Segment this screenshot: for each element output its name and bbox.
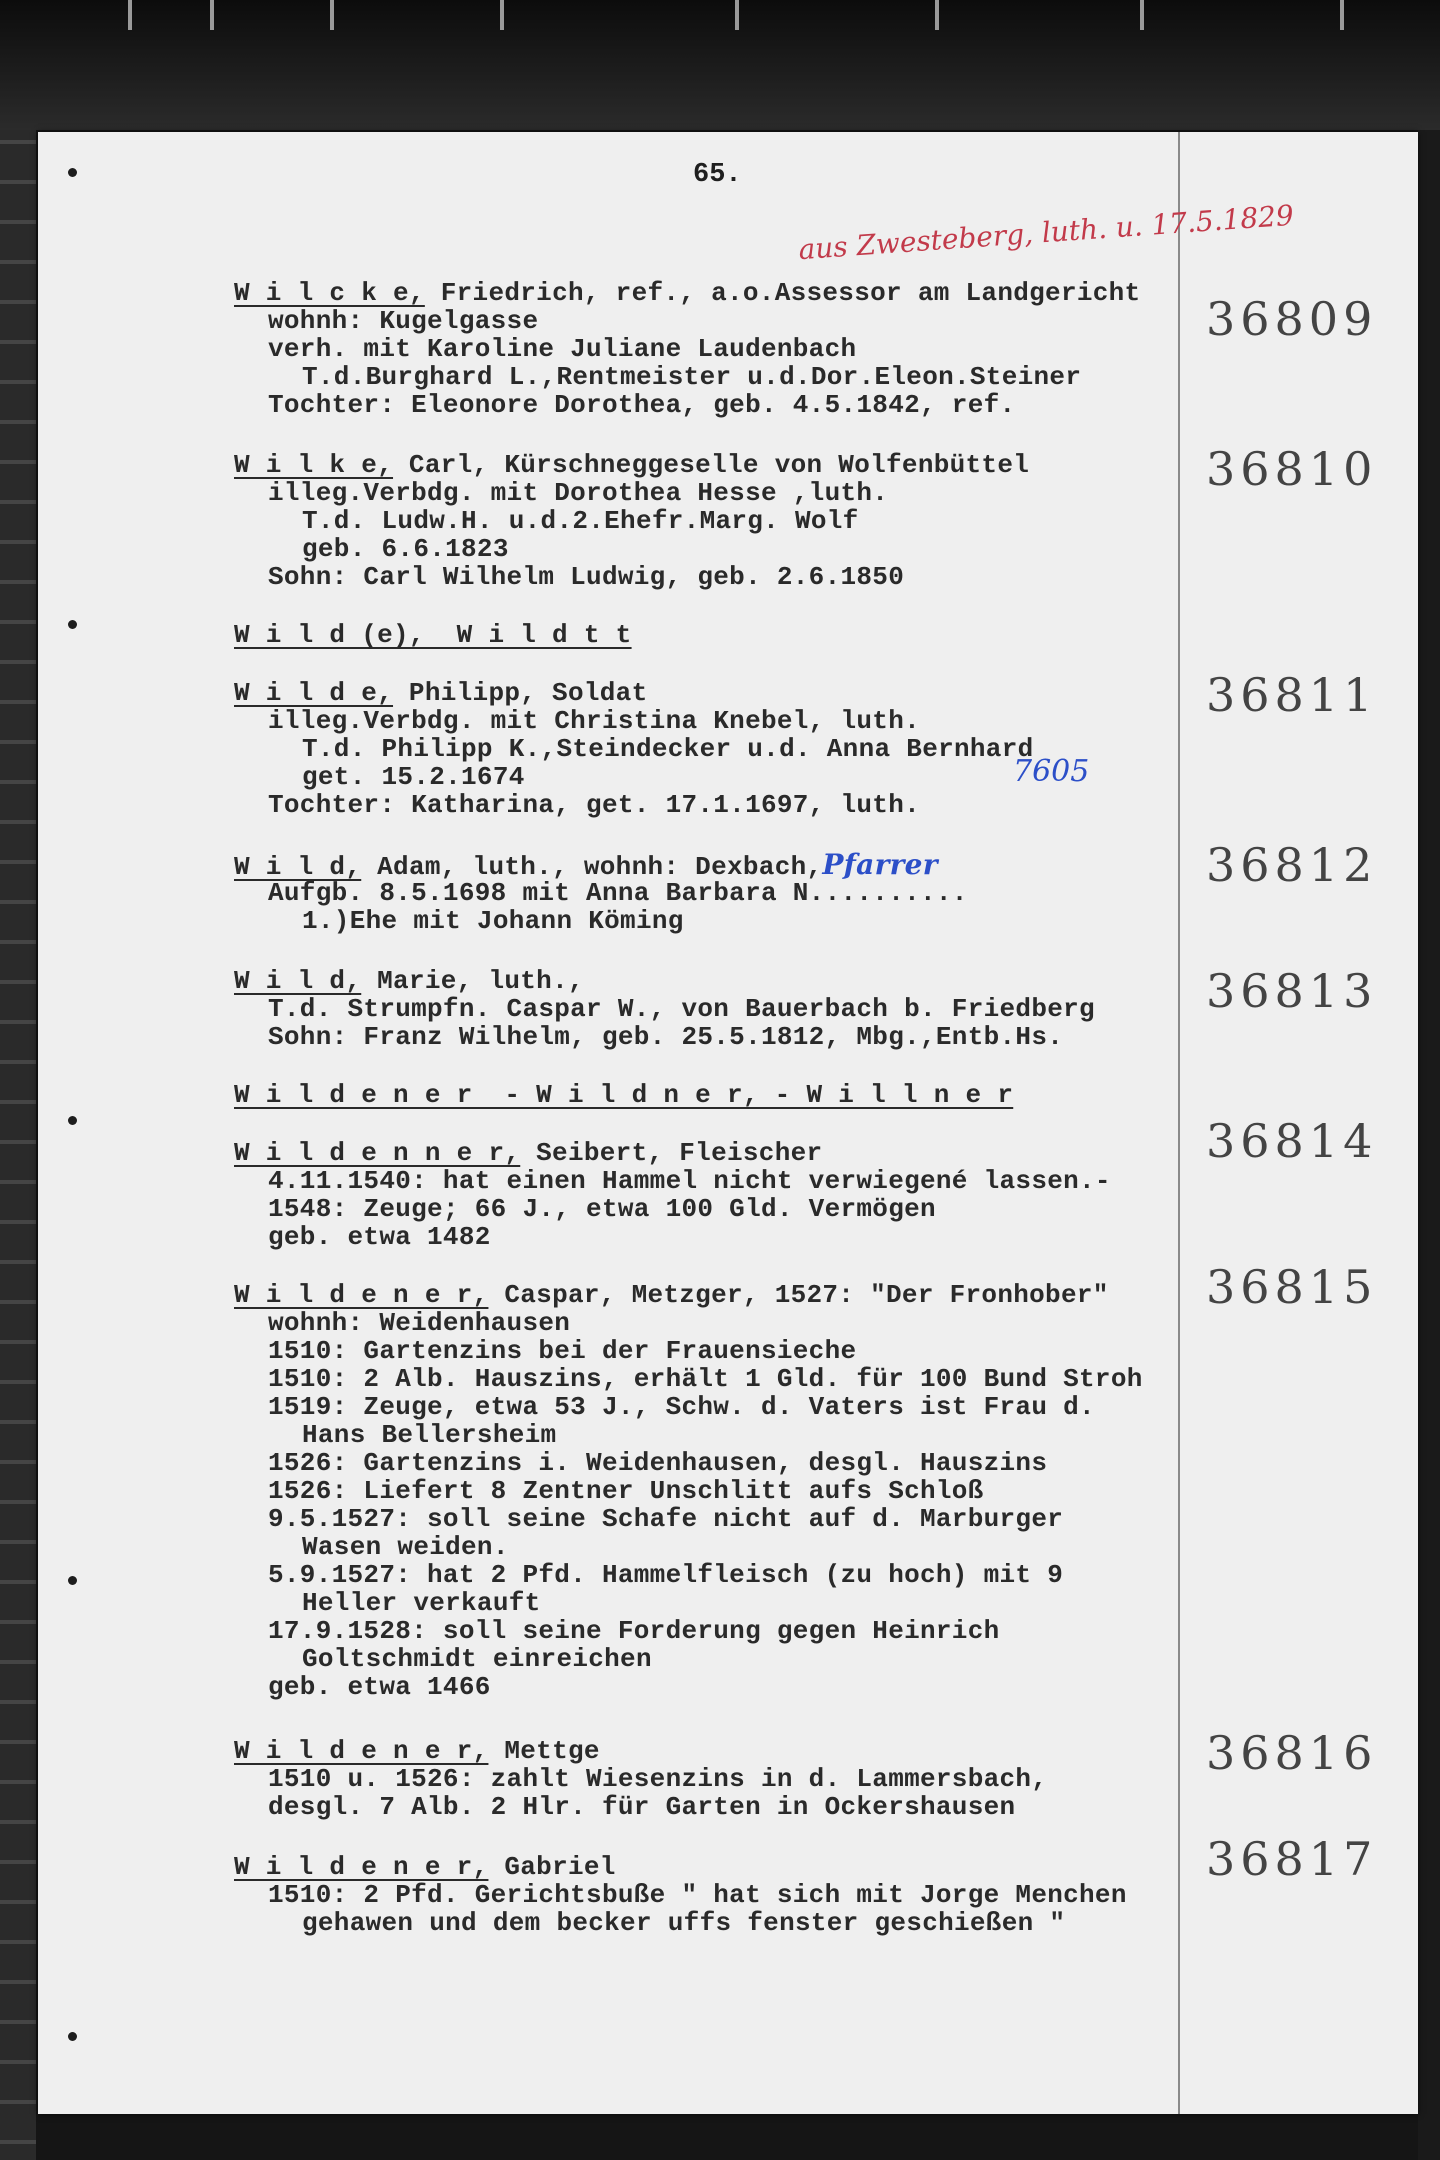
- entry-line: geb. etwa 1482: [268, 1222, 491, 1252]
- margin-rule: [1178, 132, 1180, 2114]
- entry-line: Hans Bellersheim: [302, 1420, 557, 1450]
- entry-name: W i l d e n e r,: [234, 1852, 489, 1882]
- entry-line: 1510: 2 Alb. Hauszins, erhält 1 Gld. für 100 Bund Stroh: [268, 1364, 1143, 1394]
- entry-line: 5.9.1527: hat 2 Pfd. Hammelfleisch (zu hoch) mit 9: [268, 1560, 1064, 1590]
- entry-name: W i l k e,: [234, 450, 394, 480]
- film-tick: [500, 0, 504, 30]
- annotation-handwritten-blue: 7605: [1013, 754, 1090, 789]
- entry-number: 36810: [1206, 442, 1378, 496]
- entry-line: illeg.Verbdg. mit Christina Knebel, luth.: [268, 706, 921, 736]
- entry-line: 1548: Zeuge; 66 J., etwa 100 Gld. Vermögen: [268, 1194, 936, 1224]
- entry-number: 36815: [1206, 1260, 1378, 1314]
- entry-line: illeg.Verbdg. mit Dorothea Hesse ,luth.: [268, 478, 889, 508]
- entry-number: 36812: [1206, 838, 1378, 892]
- entry-line: verh. mit Karoline Juliane Laudenbach: [268, 334, 857, 364]
- entry-line: T.d. Strumpfn. Caspar W., von Bauerbach b. Friedberg: [268, 994, 1095, 1024]
- entry-line: 17.9.1528: soll seine Forderung gegen Heinrich: [268, 1616, 1000, 1646]
- entry-line: Carl, Kürschneggeselle von Wolfenbüttel: [393, 450, 1030, 480]
- entry-name: W i l d,: [234, 966, 362, 996]
- entry-line: wohnh: Weidenhausen: [268, 1308, 571, 1338]
- entry-line: 4.11.1540: hat einen Hammel nicht verwiegené lassen.-: [268, 1166, 1111, 1196]
- entry-line: get. 15.2.1674: [302, 762, 525, 792]
- entry-line: Seibert, Fleischer: [520, 1138, 823, 1168]
- entry-name: W i l d e,: [234, 678, 394, 708]
- entry-line: 1510 u. 1526: zahlt Wiesenzins in d. Lammersbach,: [268, 1764, 1048, 1794]
- entry-line: Wasen weiden.: [302, 1532, 509, 1562]
- entry-number: 36814: [1206, 1114, 1378, 1168]
- entry-line: T.d.Burghard L.,Rentmeister u.d.Dor.Eleon.Steiner: [302, 362, 1082, 392]
- entry-line: Caspar, Metzger, 1527: "Der Fronhober": [488, 1280, 1109, 1310]
- film-tick: [1340, 0, 1344, 30]
- entry-line: Mettge: [488, 1736, 600, 1766]
- entry-line: Sohn: Carl Wilhelm Ludwig, geb. 2.6.1850: [268, 562, 905, 592]
- film-tick: [330, 0, 334, 30]
- entry-line: Sohn: Franz Wilhelm, geb. 25.5.1812, Mbg.,Entb.Hs.: [268, 1022, 1064, 1052]
- entry-line: Goltschmidt einreichen: [302, 1644, 652, 1674]
- film-tick: [735, 0, 739, 30]
- entry-number: 36813: [1206, 964, 1378, 1018]
- entry-line: geb. 6.6.1823: [302, 534, 509, 564]
- annotation-handwritten-blue: Pfarrer: [822, 848, 938, 881]
- entry-line: 1526: Liefert 8 Zentner Unschlitt aufs Schloß: [268, 1476, 984, 1506]
- punch-hole: [68, 168, 77, 177]
- film-tick: [1140, 0, 1144, 30]
- section-heading: W i l d e n e r - W i l d n e r, - W i l l n e r: [234, 1080, 1014, 1110]
- film-edge-left: [0, 130, 36, 2160]
- punch-hole: [68, 620, 77, 629]
- page-number: 65.: [693, 160, 742, 190]
- section-heading: W i l d (e), W i l d t t: [234, 620, 632, 650]
- entry-line: Philipp, Soldat: [393, 678, 648, 708]
- entry-line: 1526: Gartenzins i. Weidenhausen, desgl. Hauszins: [268, 1448, 1048, 1478]
- entry-line: T.d. Ludw.H. u.d.2.Ehefr.Marg. Wolf: [302, 506, 859, 536]
- film-tick: [128, 0, 132, 30]
- entry-number: 36817: [1206, 1832, 1378, 1886]
- entry-line: gehawen und dem becker uffs fenster geschießen ": [302, 1908, 1066, 1938]
- entry-line: Heller verkauft: [302, 1588, 541, 1618]
- entry-line: Tochter: Katharina, get. 17.1.1697, luth.: [268, 790, 921, 820]
- entry-line: Gabriel: [488, 1852, 616, 1882]
- entry-line: Tochter: Eleonore Dorothea, geb. 4.5.1842, ref.: [268, 390, 1016, 420]
- entry-line: wohnh: Kugelgasse: [268, 306, 539, 336]
- punch-hole: [68, 2032, 77, 2041]
- film-edge-right: [1418, 130, 1440, 2160]
- film-strip-top: [0, 0, 1440, 130]
- entry-number: 36816: [1206, 1726, 1378, 1780]
- annotation-handwritten-red: aus Zwesteberg, luth. u. 17.5.1829: [797, 198, 1295, 267]
- entry-name: W i l d e n e r,: [234, 1736, 489, 1766]
- entry-line: 1519: Zeuge, etwa 53 J., Schw. d. Vaters ist Frau d.: [268, 1392, 1095, 1422]
- document-page: [38, 132, 1418, 2114]
- entry-number: 36809: [1206, 292, 1378, 346]
- entry-line: Marie, luth.,: [361, 966, 584, 996]
- entry-line: geb. etwa 1466: [268, 1672, 491, 1702]
- entry-line: 1.)Ehe mit Johann Köming: [302, 906, 684, 936]
- entry-name: W i l d,: [234, 852, 362, 882]
- entry-name: W i l d e n e r,: [234, 1280, 489, 1310]
- entry-line: Adam, luth., wohnh: Dexbach,: [361, 852, 823, 882]
- entry-line: Aufgb. 8.5.1698 mit Anna Barbara N..........: [268, 878, 968, 908]
- punch-hole: [68, 1116, 77, 1125]
- entry-name: W i l d e n n e r,: [234, 1138, 521, 1168]
- entry-line: 1510: Gartenzins bei der Frauensieche: [268, 1336, 857, 1366]
- entry-line: T.d. Philipp K.,Steindecker u.d. Anna Bernhard: [302, 734, 1034, 764]
- entry-line: desgl. 7 Alb. 2 Hlr. für Garten in Ockershausen: [268, 1792, 1016, 1822]
- entry-name: W i l c k e,: [234, 278, 425, 308]
- entry-line: Friedrich, ref., a.o.Assessor am Landgericht: [424, 278, 1141, 308]
- film-tick: [210, 0, 214, 30]
- film-tick: [935, 0, 939, 30]
- entry-number: 36811: [1206, 668, 1378, 722]
- entry-line: 9.5.1527: soll seine Schafe nicht auf d. Marburger: [268, 1504, 1064, 1534]
- punch-hole: [68, 1576, 77, 1585]
- entry-line: 1510: 2 Pfd. Gerichtsbuße " hat sich mit Jorge Menchen: [268, 1880, 1127, 1910]
